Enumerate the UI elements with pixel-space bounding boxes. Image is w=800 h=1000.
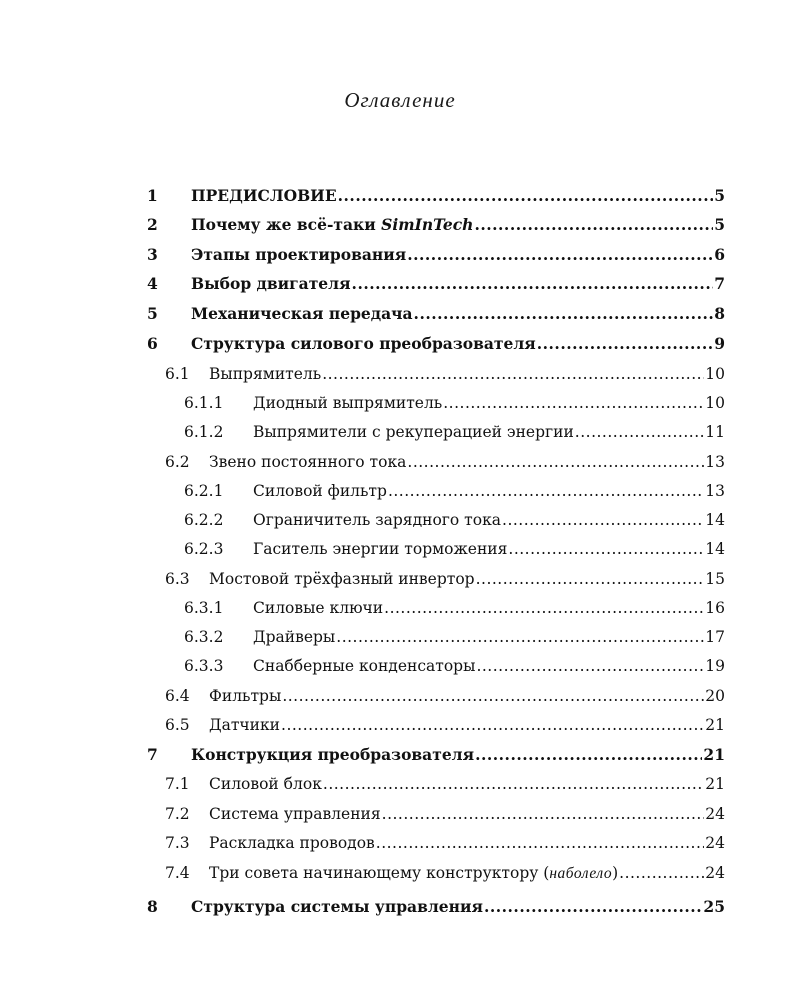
toc-entry-number: 7.3 [165, 834, 190, 852]
toc-title: Оглавление [344, 88, 456, 112]
leader-dots [619, 860, 704, 886]
toc-entry-page: 16 [705, 599, 725, 617]
toc-entry-title [191, 212, 473, 238]
toc-entry-4[interactable] [147, 271, 725, 297]
toc-entry-title: Силовые ключи [253, 599, 384, 617]
toc-entry-1[interactable] [147, 183, 725, 209]
toc-entry-page: 6 [714, 245, 725, 264]
toc-entry-page: 9 [714, 334, 725, 353]
toc-entry-6-2-2[interactable] [184, 507, 725, 533]
toc-entry-6-3-2[interactable] [184, 624, 725, 650]
toc-entry-number: 6 [147, 334, 158, 353]
toc-entry-7-3[interactable] [165, 830, 725, 856]
toc-entry-page: 10 [705, 394, 725, 412]
leader-dots [382, 801, 705, 827]
toc-entry-7[interactable] [147, 742, 725, 768]
leader-dots [474, 212, 713, 238]
toc-entry-page: 24 [705, 864, 725, 882]
toc-entry-3[interactable] [147, 242, 725, 268]
toc-entry-number: 6.5 [165, 716, 190, 734]
leader-dots [407, 449, 704, 475]
toc-entry-number: 3 [147, 245, 158, 264]
toc-entry-page: 21 [703, 745, 725, 764]
toc-entry-title: Фильтры [209, 687, 282, 705]
leader-dots [338, 183, 714, 209]
toc-entry-page: 24 [705, 834, 725, 852]
toc-entry-2[interactable] [147, 212, 725, 238]
toc-entry-number: 2 [147, 215, 158, 234]
toc-entry-6-2-3[interactable] [184, 536, 725, 562]
toc-entry-title: Ограничитель зарядного тока [253, 511, 502, 529]
handwritten-word: наболело [549, 865, 613, 882]
toc-entry-page: 8 [714, 304, 725, 323]
toc-entry-6-2-1[interactable] [184, 478, 725, 504]
toc-entry-page: 21 [705, 775, 725, 793]
toc-entry-number: 6.3.3 [184, 657, 224, 675]
toc-entry-number: 7.2 [165, 805, 190, 823]
leader-dots [502, 507, 704, 533]
toc-entry-title: Выпрямители с рекуперацией энергии [253, 423, 574, 441]
toc-entry-title: Силовой фильтр [253, 482, 387, 500]
toc-entry-6-5[interactable] [165, 712, 725, 738]
leader-dots [476, 653, 704, 679]
toc-entry-page: 13 [705, 482, 725, 500]
toc-entry-title: Структура системы управления [191, 897, 483, 916]
toc-entry-title: Гаситель энергии торможения [253, 540, 508, 558]
toc-entry-6-1-2[interactable] [184, 419, 725, 445]
toc-entry-number: 7.4 [165, 864, 190, 882]
toc-entry-number: 6.2 [165, 453, 190, 471]
toc-entry-title: Диодный выпрямитель [253, 394, 443, 412]
toc-entry-number: 6.1.1 [184, 394, 224, 412]
leader-dots [282, 683, 704, 709]
toc-entry-title: Этапы проектирования [191, 245, 407, 264]
toc-entry-7-4[interactable] [165, 860, 725, 886]
toc-entry-number: 8 [147, 897, 158, 916]
leader-dots [407, 242, 713, 268]
toc-entry-number: 4 [147, 274, 158, 293]
toc-entry-title: Раскладка проводов [209, 834, 375, 852]
toc-entry-page: 15 [705, 570, 725, 588]
leader-dots [476, 566, 705, 592]
toc-entry-title: Выпрямитель [209, 365, 322, 383]
leader-dots [352, 271, 714, 297]
toc-entry-page: 21 [705, 716, 725, 734]
toc-entry-title: Механическая передача [191, 304, 413, 323]
toc-entry-number: 6.3.2 [184, 628, 224, 646]
toc-entry-number: 6.3 [165, 570, 190, 588]
toc-entry-title-part: ) [612, 864, 619, 882]
toc-entry-6-1-1[interactable] [184, 390, 725, 416]
toc-entry-6-3[interactable] [165, 566, 725, 592]
toc-entry-7-1[interactable] [165, 771, 725, 797]
toc-entry-title: Силовой блок [209, 775, 322, 793]
toc-entry-page: 10 [705, 365, 725, 383]
toc-entry-page: 14 [705, 540, 725, 558]
leader-dots [475, 742, 702, 768]
toc-entry-title: Конструкция преобразователя [191, 745, 475, 764]
leader-dots [508, 536, 704, 562]
toc-entry-8[interactable] [147, 894, 725, 920]
toc-entry-number: 6.2.2 [184, 511, 224, 529]
toc-entry-title: ПРЕДИСЛОВИЕ [191, 186, 337, 205]
toc-entry-title: Снабберные конденсаторы [253, 657, 476, 675]
product-name: SimInTech [381, 215, 474, 234]
toc-entry-page: 17 [705, 628, 725, 646]
toc-entry-title: Мостовой трёхфазный инвертор [209, 570, 475, 588]
toc-entry-6-3-1[interactable] [184, 595, 725, 621]
toc-entry-title: Драйверы [253, 628, 336, 646]
toc-entry-number: 7 [147, 745, 158, 764]
toc-entry-number: 6.3.1 [184, 599, 224, 617]
leader-dots [384, 595, 704, 621]
toc-entry-page: 20 [705, 687, 725, 705]
toc-entry-6-3-3[interactable] [184, 653, 725, 679]
toc-entry-title: Структура силового преобразователя [191, 334, 536, 353]
toc-entry-number: 7.1 [165, 775, 190, 793]
toc-entry-title: Выбор двигателя [191, 274, 351, 293]
toc-entry-title: Звено постоянного тока [209, 453, 407, 471]
leader-dots [537, 331, 713, 357]
leader-dots [414, 301, 714, 327]
leader-dots [322, 361, 704, 387]
toc-entry-5[interactable] [147, 301, 725, 327]
toc-entry-title-part: Почему же всё-таки [191, 215, 382, 234]
toc-entry-number: 6.2.1 [184, 482, 224, 500]
toc-entry-page: 13 [705, 453, 725, 471]
toc-entry-number: 1 [147, 186, 158, 205]
toc-entry-title-part: Три совета начинающему конструктору ( [209, 864, 550, 882]
leader-dots [484, 894, 702, 920]
leader-dots [443, 390, 704, 416]
leader-dots [388, 478, 704, 504]
toc-entry-page: 25 [703, 897, 725, 916]
toc-entry-6-2[interactable] [165, 449, 725, 475]
toc-entry-number: 5 [147, 304, 158, 323]
toc-entry-title: Датчики [209, 716, 281, 734]
toc-entry-number: 6.1 [165, 365, 190, 383]
toc-entry-page: 24 [705, 805, 725, 823]
toc-entry-page: 5 [714, 186, 725, 205]
toc-entry-page: 11 [705, 423, 725, 441]
toc-entry-6-4[interactable] [165, 683, 725, 709]
toc-entry-number: 6.1.2 [184, 423, 224, 441]
leader-dots [575, 419, 704, 445]
leader-dots [376, 830, 704, 856]
toc-entry-6[interactable] [147, 331, 725, 357]
toc-entry-page: 14 [705, 511, 725, 529]
toc-entry-page: 7 [714, 274, 725, 293]
toc-entry-7-2[interactable] [165, 801, 725, 827]
toc-entry-number: 6.2.3 [184, 540, 224, 558]
leader-dots [323, 771, 704, 797]
leader-dots [336, 624, 704, 650]
toc-entry-6-1[interactable] [165, 361, 725, 387]
toc-entry-page: 5 [714, 215, 725, 234]
toc-entry-title [209, 860, 618, 887]
toc-entry-page: 19 [705, 657, 725, 675]
toc-entry-title: Система управления [209, 805, 381, 823]
leader-dots [281, 712, 704, 738]
toc-entry-number: 6.4 [165, 687, 190, 705]
